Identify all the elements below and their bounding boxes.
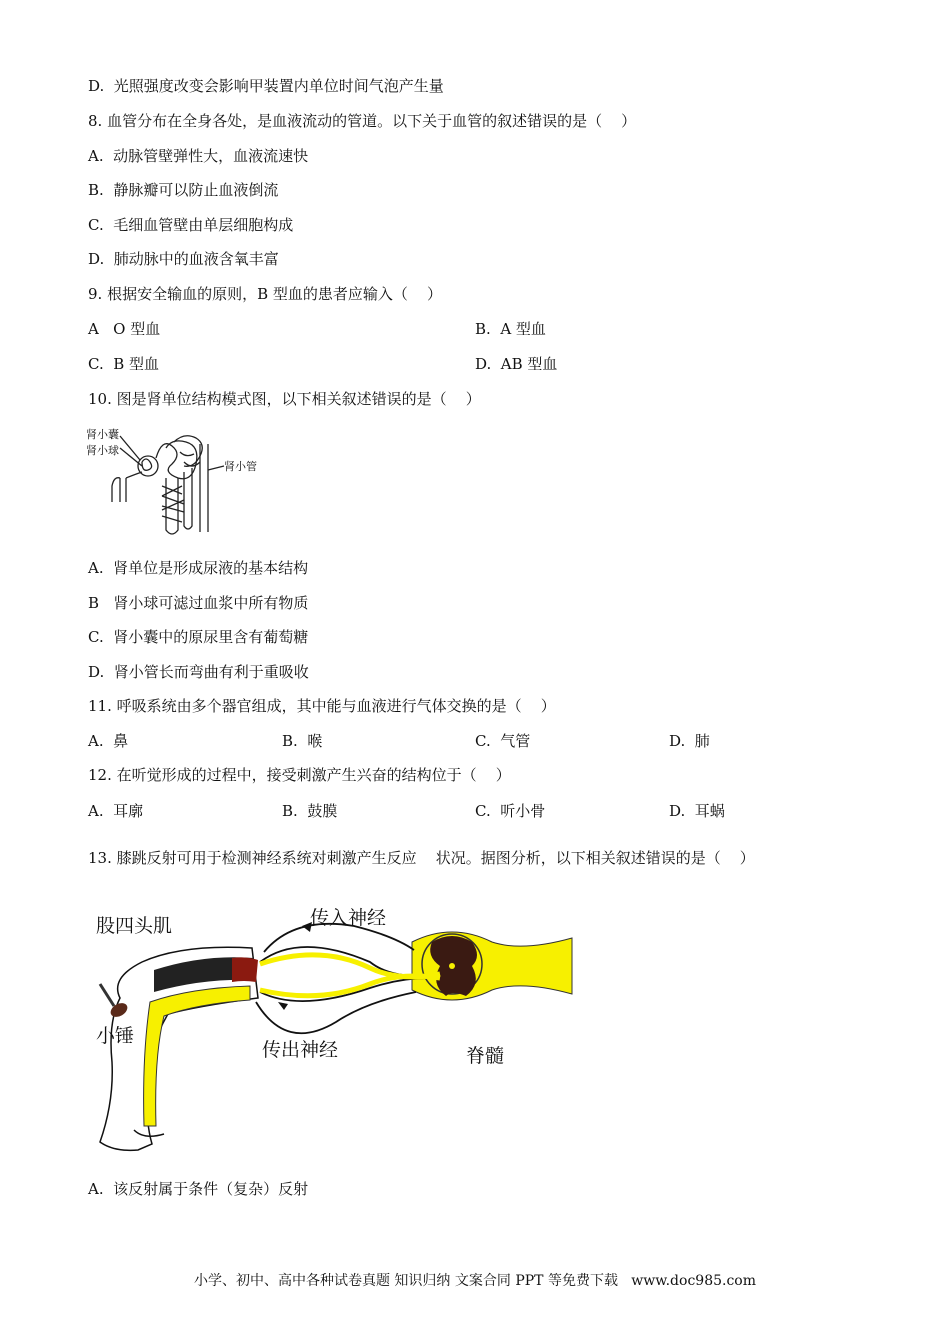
q9-option-a: A O 型血 — [88, 320, 161, 338]
q8-option-b: B. 静脉瓣可以防止血液倒流 — [88, 181, 279, 199]
q10-option-b: B 肾小球可滤过血浆中所有物质 — [88, 594, 309, 612]
label-quadriceps: 股四头肌 — [96, 915, 173, 937]
q8-option-c: C. 毛细血管壁由单层细胞构成 — [88, 216, 294, 234]
label-spinal-cord: 脊髓 — [466, 1045, 505, 1067]
q13-option-a: A. 该反射属于条件（复杂）反射 — [88, 1180, 309, 1198]
label-afferent-nerve: 传入神经 — [310, 907, 387, 929]
q9-option-c: C. B 型血 — [88, 355, 160, 373]
q10-stem: 10. 图是肾单位结构模式图，以下相关叙述错误的是（ ） — [88, 390, 481, 408]
nephron-diagram — [84, 422, 274, 540]
q11-option-b: B. 喉 — [282, 732, 323, 750]
q12-option-b: B. 鼓膜 — [282, 802, 338, 820]
label-renal-tubule: 肾小管 — [224, 460, 257, 473]
q8-option-a: A. 动脉管壁弹性大，血液流速快 — [88, 147, 309, 165]
q7-option-d: D. 光照强度改变会影响甲装置内单位时间气泡产生量 — [88, 77, 444, 95]
q12-stem: 12. 在听觉形成的过程中，接受刺激产生兴奋的结构位于（ ） — [88, 766, 511, 784]
q13-stem: 13. 膝跳反射可用于检测神经系统对刺激产生反应 状况。据图分析，以下相关叙述错误的是（ ） — [88, 849, 755, 867]
knee-jerk-reflex-diagram — [92, 892, 574, 1154]
q9-option-d: D. AB 型血 — [475, 355, 558, 373]
label-hammer: 小锤 — [96, 1025, 135, 1047]
q12-option-d: D. 耳蜗 — [669, 802, 725, 820]
q10-option-a: A. 肾单位是形成尿液的基本结构 — [88, 559, 309, 577]
q12-option-a: A. 耳廓 — [88, 802, 144, 820]
q9-option-b: B. A 型血 — [475, 320, 546, 338]
q10-option-c: C. 肾小囊中的原尿里含有葡萄糖 — [88, 628, 309, 646]
q10-option-d: D. 肾小管长而弯曲有利于重吸收 — [88, 663, 309, 681]
q12-option-c: C. 听小骨 — [475, 802, 546, 820]
q9-stem: 9. 根据安全输血的原则，B 型血的患者应输入（ ） — [88, 285, 442, 303]
label-efferent-nerve: 传出神经 — [262, 1039, 339, 1061]
q11-option-a: A. 鼻 — [88, 732, 129, 750]
label-glomerulus: 肾小球 — [86, 444, 119, 457]
q11-option-c: C. 气管 — [475, 732, 531, 750]
label-renal-capsule: 肾小囊 — [86, 428, 119, 441]
q8-stem: 8. 血管分布在全身各处，是血液流动的管道。以下关于血管的叙述错误的是（ ） — [88, 112, 637, 130]
q8-option-d: D. 肺动脉中的血液含氧丰富 — [88, 250, 279, 268]
q11-stem: 11. 呼吸系统由多个器官组成，其中能与血液进行气体交换的是（ ） — [88, 697, 556, 715]
page-footer: 小学、初中、高中各种试卷真题 知识归纳 文案合同 PPT 等免费下载 www.doc985.com — [193, 1273, 756, 1289]
q11-option-d: D. 肺 — [669, 732, 710, 750]
